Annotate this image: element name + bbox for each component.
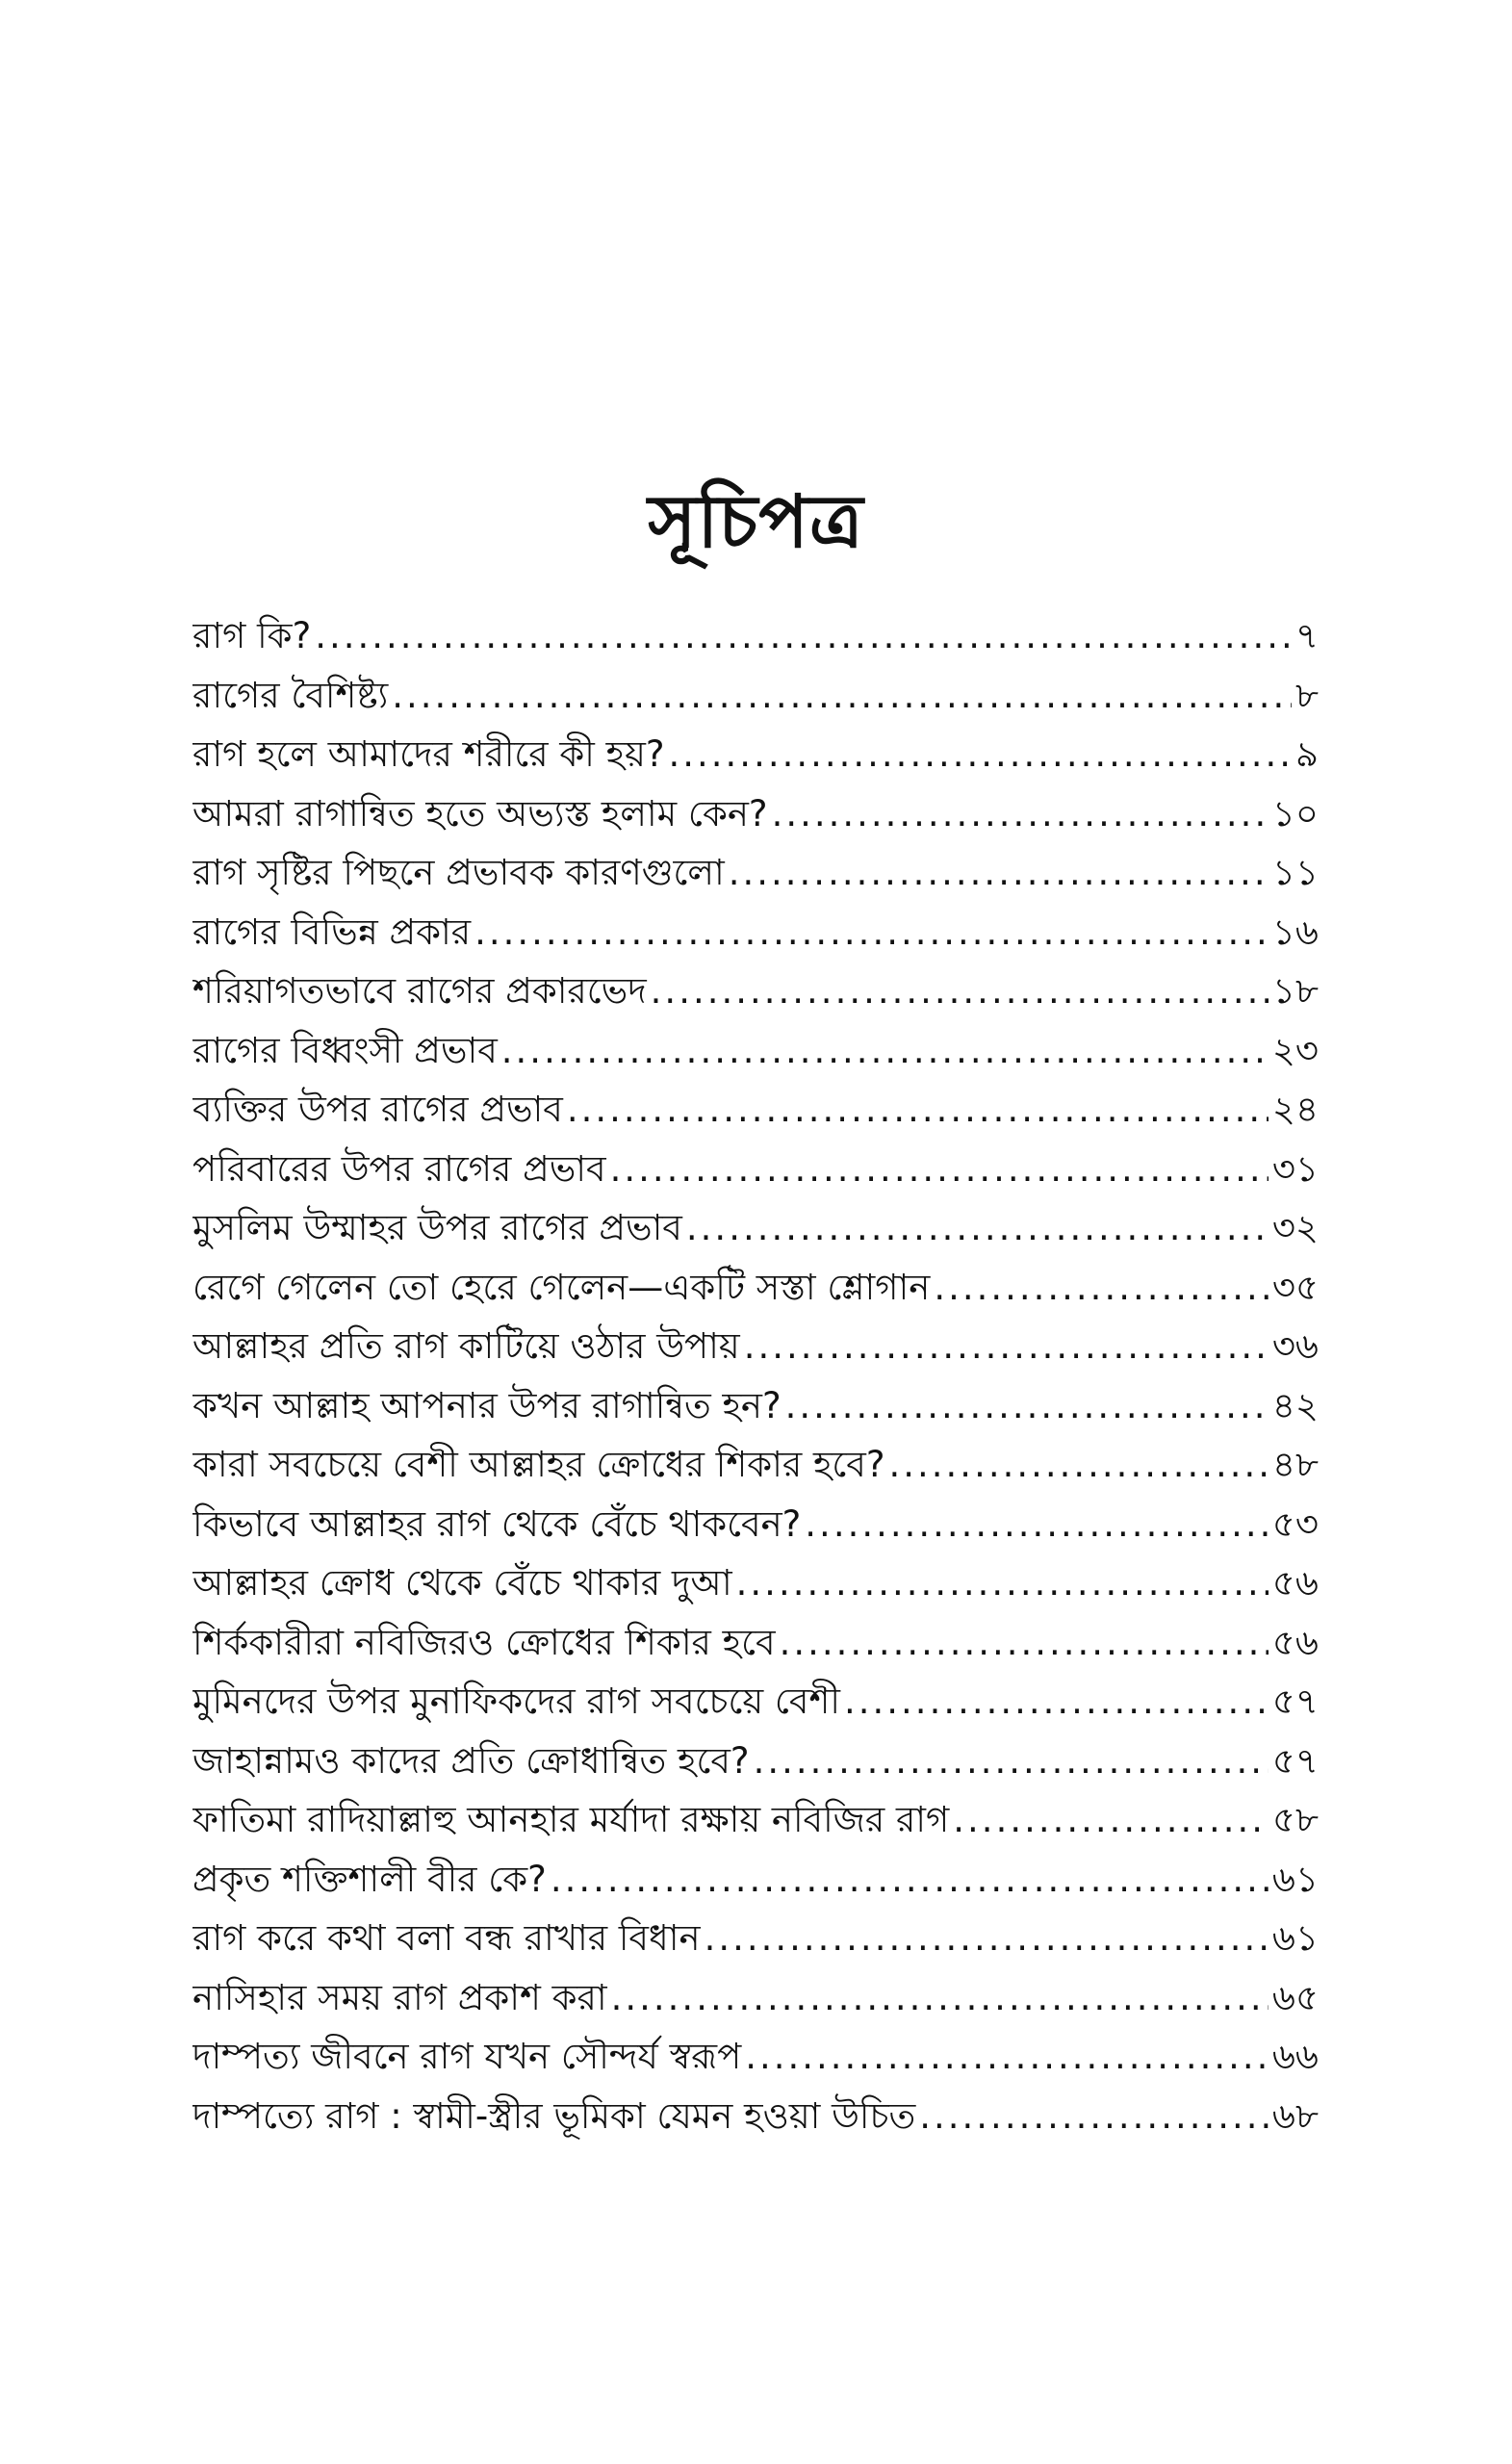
dot-leader — [745, 2027, 1269, 2087]
toc-entry-page: ৩২ — [1271, 1207, 1319, 1248]
toc-entry — [192, 903, 1319, 962]
toc-entry-page: ১১ — [1271, 852, 1319, 893]
table-of-contents — [192, 606, 1319, 2145]
toc-entry-page: ৯ — [1294, 733, 1319, 775]
toc-entry-page: ৬৫ — [1271, 1976, 1319, 2018]
toc-entry — [192, 1376, 1319, 1436]
toc-entry — [192, 1080, 1319, 1140]
toc-entry-title: রাগের বৈশিষ্ট্য — [192, 674, 389, 716]
toc-entry-page: ৫৬ — [1271, 1621, 1319, 1663]
toc-entry-title: রাগের বিভিন্ন প্রকার — [192, 911, 472, 953]
toc-entry-title: শির্ককারীরা নবিজিরও ক্রোধের শিকার হবে — [192, 1621, 776, 1663]
dot-leader — [669, 725, 1292, 784]
dot-leader — [736, 1553, 1269, 1613]
toc-entry-title: শরিয়াগতভাবে রাগের প্রকারভেদ — [192, 970, 647, 1012]
dot-leader — [934, 1258, 1269, 1318]
toc-entry-page: ৩৬ — [1271, 1325, 1319, 1367]
dot-leader — [729, 843, 1269, 903]
toc-entry-title: ফাতিমা রাদিয়াল্লাহু আনহার মর্যাদা রক্ষায় নবিজির রাগ — [192, 1799, 950, 1840]
toc-entry-page: ৫৬ — [1271, 1562, 1319, 1604]
toc-entry-page: ৭ — [1294, 615, 1319, 656]
toc-entry — [192, 1790, 1319, 1850]
dot-leader — [805, 1495, 1269, 1554]
dot-leader — [567, 1080, 1269, 1140]
dot-leader — [754, 1732, 1269, 1791]
dot-leader — [785, 1376, 1269, 1436]
toc-entry-title: মুসলিম উম্মাহর উপর রাগের প্রভাব — [192, 1207, 682, 1248]
toc-entry — [192, 1258, 1319, 1318]
toc-entry-title: কিভাবে আল্লাহর রাগ থেকে বেঁচে থাকবেন? — [192, 1502, 802, 1545]
toc-entry-title: আমরা রাগান্বিত হতে অভ্যস্ত হলাম কেন? — [192, 792, 768, 834]
toc-entry — [192, 1909, 1319, 1968]
dot-leader — [744, 1317, 1269, 1376]
toc-entry-page: ৪৮ — [1271, 1444, 1319, 1485]
toc-entry-page: ৮ — [1294, 674, 1319, 716]
toc-entry-title: ব্যক্তির উপর রাগের প্রভাব — [192, 1089, 563, 1130]
toc-entry — [192, 2027, 1319, 2087]
dot-leader — [772, 784, 1269, 844]
toc-entry — [192, 1317, 1319, 1376]
toc-entry-title: কারা সবচেয়ে বেশী আল্লাহর ক্রোধের শিকার হবে? — [192, 1444, 885, 1485]
toc-entry — [192, 843, 1319, 903]
toc-entry — [192, 784, 1319, 844]
toc-entry — [192, 1140, 1319, 1199]
toc-entry — [192, 962, 1319, 1021]
toc-entry-page: ৫৭ — [1271, 1681, 1319, 1722]
dot-leader — [501, 1021, 1269, 1081]
dot-leader — [610, 1140, 1269, 1199]
toc-entry — [192, 1613, 1319, 1673]
dot-leader — [889, 1435, 1269, 1495]
toc-entry — [192, 1198, 1319, 1258]
toc-entry — [192, 1435, 1319, 1495]
toc-entry-page: ১০ — [1271, 792, 1319, 834]
toc-entry — [192, 1850, 1319, 1910]
toc-entry-page: ১৬ — [1271, 911, 1319, 953]
toc-entry-title: রাগ সৃষ্টির পিছনে প্রভাবক কারণগুলো — [192, 852, 725, 893]
toc-entry-page: ৩৫ — [1271, 1266, 1319, 1308]
dot-leader — [611, 1968, 1269, 2028]
dot-leader — [686, 1198, 1269, 1258]
toc-entry-title: রাগের বিধ্বংসী প্রভাব — [192, 1029, 498, 1071]
toc-entry — [192, 606, 1319, 666]
toc-entry — [192, 725, 1319, 784]
toc-entry — [192, 666, 1319, 726]
toc-entry-title: রাগ হলে আমাদের শরীরে কী হয়? — [192, 733, 665, 775]
dot-leader — [844, 1672, 1269, 1732]
toc-entry-page: ৫৩ — [1271, 1502, 1319, 1545]
dot-leader — [392, 666, 1292, 726]
toc-entry-page: ৪২ — [1271, 1384, 1319, 1426]
toc-entry-title: মুমিনদের উপর মুনাফিকদের রাগ সবচেয়ে বেশী — [192, 1681, 840, 1722]
toc-entry-page: ২৩ — [1271, 1029, 1319, 1071]
dot-leader — [315, 606, 1292, 666]
toc-entry — [192, 1021, 1319, 1081]
toc-entry-page: ৬১ — [1271, 1917, 1319, 1959]
dot-leader — [780, 1613, 1269, 1673]
toc-entry-title: জাহান্নামও কাদের প্রতি ক্রোধান্বিত হবে? — [192, 1739, 750, 1782]
dot-leader — [651, 962, 1269, 1021]
toc-entry-page: ২৪ — [1271, 1089, 1319, 1130]
toc-entry — [192, 1495, 1319, 1554]
toc-entry-title: কখন আল্লাহ আপনার উপর রাগান্বিত হন? — [192, 1384, 782, 1426]
dot-leader — [705, 1909, 1269, 1968]
toc-entry — [192, 1968, 1319, 2028]
toc-entry-title: দাম্পত্যে রাগ : স্বামী-স্ত্রীর ভূমিকা যেমন হওয়া উচিত — [192, 2094, 916, 2137]
dot-leader — [919, 2087, 1269, 2146]
toc-entry-page: ৩১ — [1271, 1147, 1319, 1190]
toc-entry-page: ৬১ — [1271, 1858, 1319, 1900]
toc-entry-title: দাম্পত্য জীবনে রাগ যখন সৌন্দর্য স্বরূপ — [192, 2036, 742, 2077]
toc-entry — [192, 1553, 1319, 1613]
page-title: সূচিপত্র — [648, 478, 864, 564]
toc-entry — [192, 2087, 1319, 2146]
toc-entry-title: পরিবারের উপর রাগের প্রভাব — [192, 1147, 606, 1190]
toc-entry-title: রেগে গেলেন তো হেরে গেলেন—একটি সস্তা শ্লোগান — [192, 1266, 931, 1308]
toc-entry — [192, 1732, 1319, 1791]
toc-entry-page: ৫৭ — [1271, 1739, 1319, 1782]
toc-entry-page: ৬৮ — [1271, 2094, 1319, 2137]
toc-entry-title: প্রকৃত শক্তিশালী বীর কে? — [192, 1858, 547, 1900]
dot-leader — [953, 1790, 1269, 1850]
toc-entry-page: ৫৮ — [1271, 1799, 1319, 1840]
toc-entry-page: ১৮ — [1271, 970, 1319, 1012]
toc-entry-title: আল্লাহর ক্রোধ থেকে বেঁচে থাকার দুআ — [192, 1562, 732, 1604]
toc-entry-title: রাগ করে কথা বলা বন্ধ রাখার বিধান — [192, 1917, 701, 1959]
toc-entry-title: নাসিহার সময় রাগ প্রকাশ করা — [192, 1976, 607, 2018]
toc-entry — [192, 1672, 1319, 1732]
toc-entry-title: রাগ কি? — [192, 615, 312, 656]
toc-entry-title: আল্লাহর প্রতি রাগ কাটিয়ে ওঠার উপায় — [192, 1325, 740, 1367]
dot-leader — [474, 903, 1269, 962]
toc-entry-page: ৬৬ — [1271, 2036, 1319, 2077]
dot-leader — [551, 1850, 1269, 1910]
